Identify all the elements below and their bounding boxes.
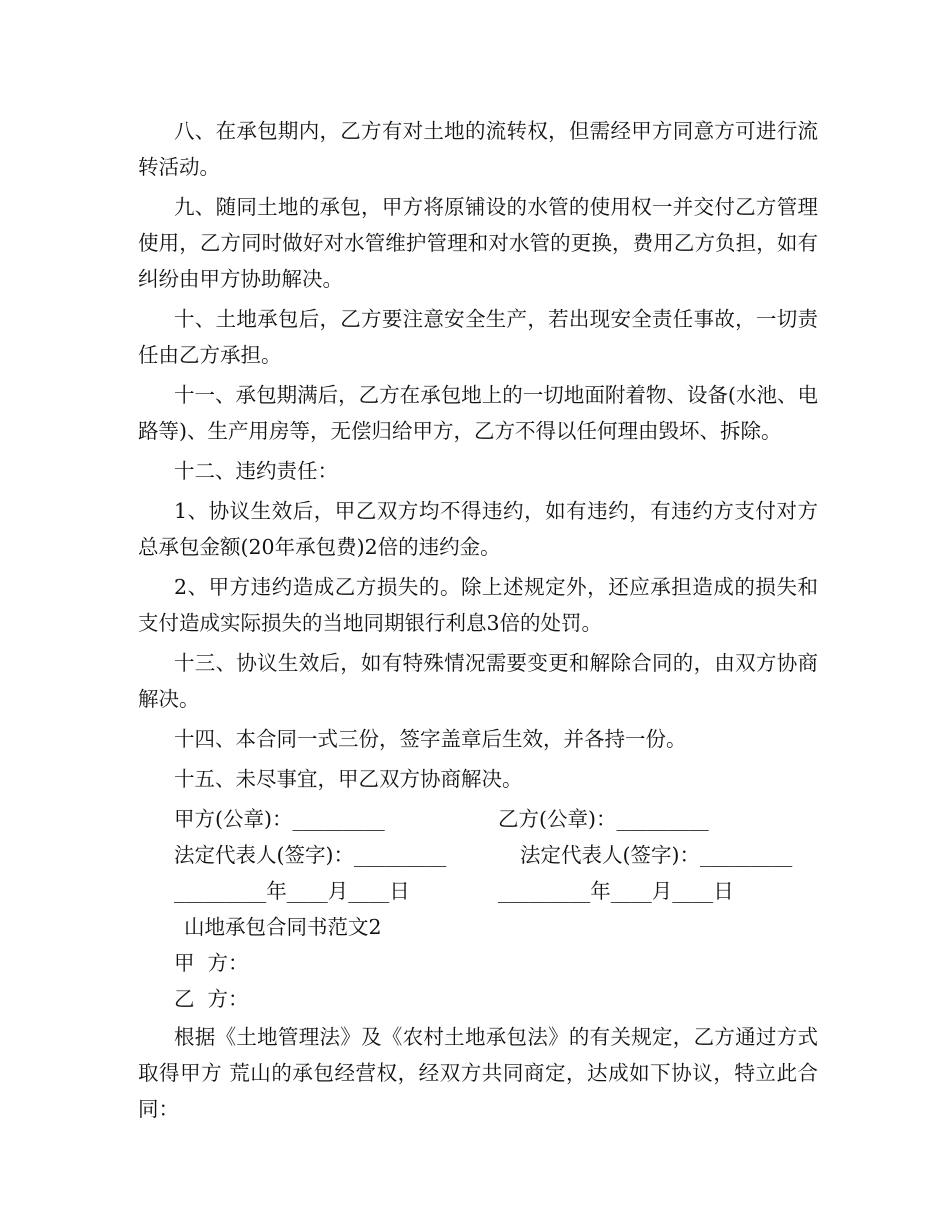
party-a-representative-line: 法定代表人(签字)：_________ bbox=[174, 843, 447, 867]
signature-row-seal bbox=[138, 801, 818, 837]
signature-row-date bbox=[138, 873, 818, 909]
party-b-row bbox=[138, 981, 818, 1017]
document-body bbox=[138, 113, 818, 1131]
party-a-label: 甲 方： bbox=[174, 951, 249, 975]
clause-14: 十四、本合同一式三份，签字盖章后生效，并各持一份。 bbox=[174, 727, 687, 751]
contract-title-2: 山地承包合同书范文2 bbox=[184, 915, 382, 939]
clause-8: 八、在承包期内，乙方有对土地的流转权，但需经甲方同意方可进行流转活动。 bbox=[138, 119, 818, 179]
party-a-seal-line: 甲方(公章)：_________ bbox=[174, 807, 385, 831]
party-b-seal-line: 乙方(公章)：_________ bbox=[498, 807, 709, 831]
clause-13: 十三、协议生效后，如有特殊情况需要变更和解除合同的，由双方协商解决。 bbox=[138, 651, 818, 711]
party-a-date-line: _________年____月____日 bbox=[174, 879, 410, 903]
clause-12-heading: 十二、违约责任： bbox=[174, 459, 338, 483]
clause-12-item-1: 1、协议生效后，甲乙双方均不得违约，如有违约，有违约方支付对方总承包金额(20年承包费)2倍的违约金。 bbox=[138, 499, 818, 559]
clause-12-item-2: 2、甲方违约造成乙方损失的。除上述规定外，还应承担造成的损失和支付造成实际损失的当地同期银行利息3倍的处罚。 bbox=[138, 575, 818, 635]
clause-9: 九、随同土地的承包，甲方将原铺设的水管的使用权一并交付乙方管理使用，乙方同时做好对水管维护管理和对水管的更换，费用乙方负担，如有纠纷由甲方协助解决。 bbox=[138, 195, 818, 291]
intro-paragraph: 根据《土地管理法》及《农村土地承包法》的有关规定，乙方通过方式取得甲方 荒山的承包经营权，经双方共同商定，达成如下协议，特立此合同： bbox=[138, 1025, 818, 1121]
party-b-representative-line: 法定代表人(签字)：_________ bbox=[520, 843, 793, 867]
section-title bbox=[138, 909, 818, 945]
signature-row-representative bbox=[138, 837, 818, 873]
party-a-row bbox=[138, 945, 818, 981]
clause-15: 十五、未尽事宜，甲乙双方协商解决。 bbox=[174, 767, 523, 791]
party-b-label: 乙 方： bbox=[174, 987, 249, 1011]
party-b-date-line: _________年____月____日 bbox=[498, 879, 734, 903]
clause-10: 十、土地承包后，乙方要注意安全生产，若出现安全责任事故，一切责任由乙方承担。 bbox=[138, 307, 818, 367]
clause-11: 十一、承包期满后，乙方在承包地上的一切地面附着物、设备(水池、电路等)、生产用房等，无偿归给甲方，乙方不得以任何理由毁坏、拆除。 bbox=[138, 383, 818, 443]
